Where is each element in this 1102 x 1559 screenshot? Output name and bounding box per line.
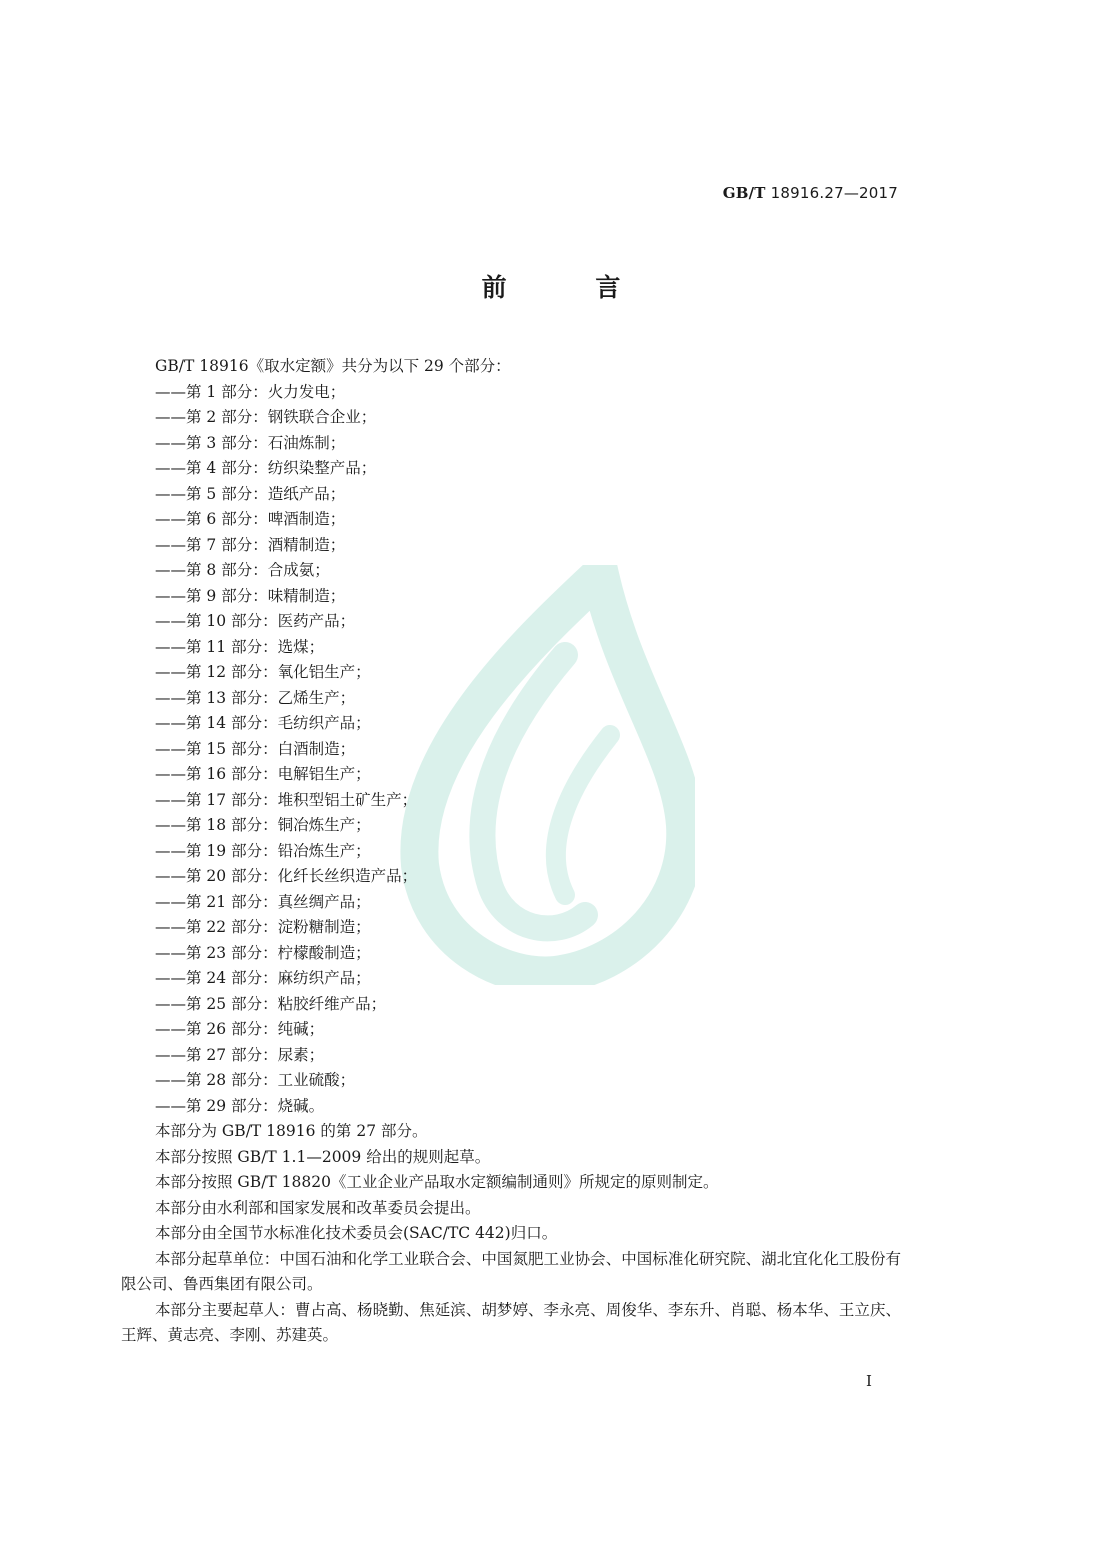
list-item: ——第 29 部分：烧碱。 <box>155 1096 325 1115</box>
list-item: ——第 17 部分：堆积型铝土矿生产； <box>155 790 418 809</box>
list-item: ——第 12 部分：氧化铝生产； <box>155 663 371 681</box>
drafters-paragraph: 本部分主要起草人：曹占高、杨晓勤、焦延滨、胡梦婷、李永亮、周俊华、李东升、肖聪、杨本华、王立庆、王辉、黄志亮、李刚、苏建英。 <box>121 1300 901 1344</box>
standard-number: 18916.27—2017 <box>770 184 898 202</box>
list-item: ——第 11 部分：选煤； <box>155 637 325 656</box>
list-item: ——第 24 部分：麻纺织产品； <box>155 969 371 987</box>
list-item: ——第 16 部分：电解铝生产； <box>155 765 371 783</box>
list-item: ——第 8 部分：合成氨； <box>155 561 330 579</box>
list-item: ——第 19 部分：铅冶炼生产； <box>155 841 371 860</box>
list-item: ——第 10 部分：医药产品； <box>155 612 356 630</box>
list-item: ——第 9 部分：味精制造； <box>155 586 346 605</box>
list-item: ——第 5 部分：造纸产品； <box>155 484 346 503</box>
standard-prefix: GB/T <box>722 184 766 202</box>
list-item: ——第 1 部分：火力发电； <box>155 382 346 401</box>
list-item: ——第 2 部分：钢铁联合企业； <box>155 408 377 426</box>
statement-drafting-rules: 本部分按照 GB/T 1.1—2009 给出的规则起草。 <box>155 1147 491 1166</box>
list-item: ——第 3 部分：石油炼制； <box>155 433 346 452</box>
list-item: ——第 18 部分：铜冶炼生产； <box>155 816 371 834</box>
intro-line: GB/T 18916《取水定额》共分为以下 29 个部分： <box>155 357 511 375</box>
list-item: ——第 15 部分：白酒制造； <box>155 739 356 758</box>
statement-centralized-by: 本部分由全国节水标准化技术委员会(SAC/TC 442)归口。 <box>155 1224 558 1242</box>
list-item: ——第 25 部分：粘胶纤维产品； <box>155 994 387 1013</box>
statement-proposed-by: 本部分由水利部和国家发展和改革委员会提出。 <box>155 1198 481 1217</box>
page-title: 前 言 <box>481 273 661 302</box>
list-item: ——第 6 部分：啤酒制造； <box>155 510 346 528</box>
list-item: ——第 13 部分：乙烯生产； <box>155 688 356 707</box>
list-item: ——第 26 部分：纯碱； <box>155 1020 325 1038</box>
list-item: ——第 28 部分：工业硫酸； <box>155 1071 356 1089</box>
list-item: ——第 7 部分：酒精制造； <box>155 535 346 554</box>
parts-list <box>121 380 901 1120</box>
list-item: ——第 22 部分：淀粉糖制造； <box>155 918 371 936</box>
list-item: ——第 21 部分：真丝绸产品； <box>155 892 371 911</box>
list-item: ——第 23 部分：柠檬酸制造； <box>155 943 371 962</box>
list-item: ——第 14 部分：毛纺织产品； <box>155 714 371 732</box>
list-item: ——第 4 部分：纺织染整产品； <box>155 459 377 477</box>
statement-part-number: 本部分为 GB/T 18916 的第 27 部分。 <box>155 1122 428 1140</box>
list-item: ——第 20 部分：化纤长丝织造产品； <box>155 867 418 885</box>
page-number: I <box>866 1372 872 1390</box>
standard-code <box>723 184 898 202</box>
drafting-units-paragraph: 本部分起草单位：中国石油和化学工业联合会、中国氮肥工业协会、中国标准化研究院、湖北宜化化工股份有限公司、鲁西集团有限公司。 <box>121 1249 901 1293</box>
statement-principles: 本部分按照 GB/T 18820《工业企业产品取水定额编制通则》所规定的原则制定。 <box>155 1173 719 1191</box>
list-item: ——第 27 部分：尿素； <box>155 1045 325 1064</box>
foreword-body <box>121 354 901 1349</box>
